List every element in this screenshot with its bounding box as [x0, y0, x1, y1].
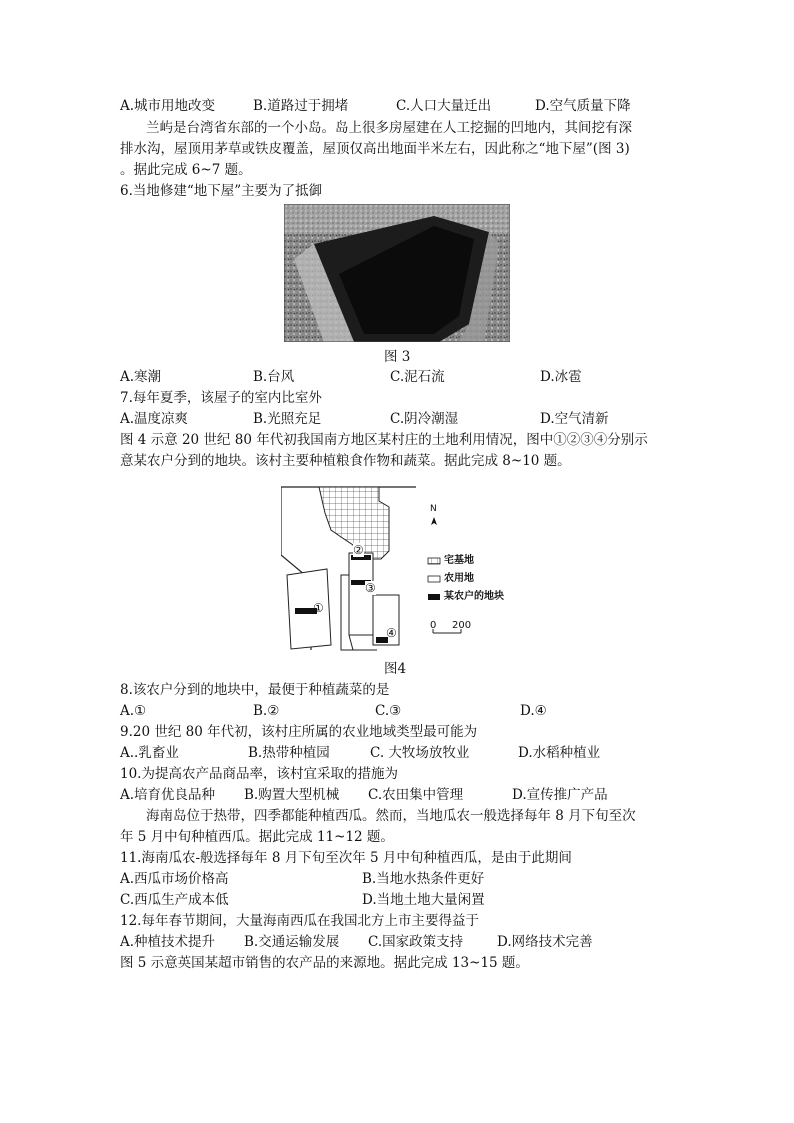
q5-option-d: D.空气质量下降 [535, 98, 631, 114]
passage4-line1: 图 5 示意英国某超市销售的农产品的来源地。据此完成 13~15 题。 [120, 955, 529, 971]
q12-options [120, 932, 640, 952]
q11-options-row1 [120, 869, 640, 889]
figure3-caption: 图 3 [384, 349, 411, 365]
q9-option-d: D.水稻种植业 [518, 745, 601, 761]
q12-stem: 12.每年春节期间，大量海南西瓜在我国北方上市主要得益于 [120, 913, 479, 929]
q8-stem: 8.该农户分到的地块中，最便于种植蔬菜的是 [120, 682, 390, 698]
q8-option-d: D.④ [520, 703, 547, 719]
q6-options [120, 367, 640, 387]
scale-start: 0 [430, 620, 437, 631]
north-label: N [430, 504, 437, 514]
passage3-line2: 年 5 月中旬种植西瓜。据此完成 11~12 题。 [120, 829, 394, 845]
q11-option-b: B.当地水热条件更好 [362, 871, 485, 887]
q11-option-a: A.西瓜市场价格高 [120, 871, 229, 887]
q8-option-b: B.② [253, 703, 280, 719]
q12-option-b: B.交通运输发展 [244, 934, 340, 950]
passage3-line1: 海南岛位于热带，四季都能种植西瓜。然而，当地瓜农一般选择每年 8 月下旬至次 [146, 808, 636, 824]
q8-option-c: C.③ [375, 703, 402, 719]
plot-label-4: ④ [386, 626, 397, 640]
q6-option-a: A.寒潮 [120, 369, 162, 385]
q6-option-d: D.冰雹 [540, 369, 582, 385]
passage1-line2: 排水沟，屋顶用茅草或铁皮覆盖，屋顶仅高出地面半米左右，因此称之“地下屋”(图 3) [120, 141, 630, 157]
q8-options [120, 701, 640, 721]
q11-options-row2 [120, 890, 640, 910]
q7-option-c: C.阴冷潮湿 [390, 411, 459, 427]
q10-option-a: A.培育优良品种 [120, 787, 216, 803]
q5-option-c: C.人口大量迁出 [396, 98, 492, 114]
q12-option-a: A.种植技术提升 [120, 934, 216, 950]
q10-option-d: D.宣传推广产品 [512, 787, 608, 803]
q6-stem: 6.当地修建“地下屋”主要为了抵御 [120, 183, 323, 199]
q10-option-c: C.农田集中管理 [368, 787, 464, 803]
q9-option-c: C. 大牧场放牧业 [370, 745, 470, 761]
scale-end: 200 [452, 620, 472, 631]
q7-option-d: D.空气清新 [540, 411, 609, 427]
legend-household-plot: 某农户的地块 [444, 591, 504, 602]
q6-option-b: B.台风 [253, 369, 295, 385]
legend-farmland: 农用地 [444, 573, 474, 584]
plot-label-1: ① [313, 601, 324, 615]
passage1-line1: 兰屿是台湾省东部的一个小岛。岛上很多房屋建在人工挖掘的凹地内，其间挖有深 [146, 120, 632, 136]
q9-stem: 9.20 世纪 80 年代初，该村庄所属的农业地域类型最可能为 [120, 724, 478, 740]
q9-options [120, 743, 640, 763]
q7-option-b: B.光照充足 [253, 411, 322, 427]
q12-option-d: D.网络技术完善 [497, 934, 593, 950]
underground-house-photo [284, 204, 510, 342]
q10-options [120, 785, 640, 805]
q12-option-c: C.国家政策支持 [368, 934, 464, 950]
plot-label-2: ② [353, 543, 364, 557]
q7-options [120, 409, 640, 429]
q11-stem: 11.海南瓜农-般选择每年 8 月下旬至次年 5 月中旬种植西瓜，是由于此期间 [120, 850, 572, 866]
q9-option-b: B.热带种植园 [248, 745, 330, 761]
passage2-line1: 图 4 示意 20 世纪 80 年代初我国南方地区某村庄的土地利用情况，图中①②③④分别示 [120, 432, 648, 448]
legend-residential: 宅基地 [444, 555, 474, 566]
q11-option-c: C.西瓜生产成本低 [120, 892, 229, 908]
q11-option-d: D.当地土地大量闲置 [362, 892, 485, 908]
q7-option-a: A.温度凉爽 [120, 411, 189, 427]
plot-label-3: ③ [365, 581, 376, 595]
q8-option-a: A.① [120, 703, 147, 719]
q10-option-b: B.购置大型机械 [244, 787, 340, 803]
passage2-line2: 意某农户分到的地块。该村主要种植粮食作物和蔬菜。据此完成 8~10 题。 [120, 453, 571, 469]
passage1-line3: 。据此完成 6~7 题。 [120, 162, 252, 178]
q10-stem: 10.为提高农产品商品率，该村宜采取的措施为 [120, 766, 398, 782]
figure4-caption: 图4 [384, 661, 407, 677]
q5-option-a: A.城市用地改变 [120, 98, 216, 114]
q5-option-b: B.道路过于拥堵 [253, 98, 349, 114]
q6-option-c: C.泥石流 [390, 369, 445, 385]
q7-stem: 7.每年夏季，该屋子的室内比室外 [120, 390, 322, 406]
q5-options [120, 96, 640, 116]
q9-option-a: A..乳畜业 [120, 745, 179, 761]
